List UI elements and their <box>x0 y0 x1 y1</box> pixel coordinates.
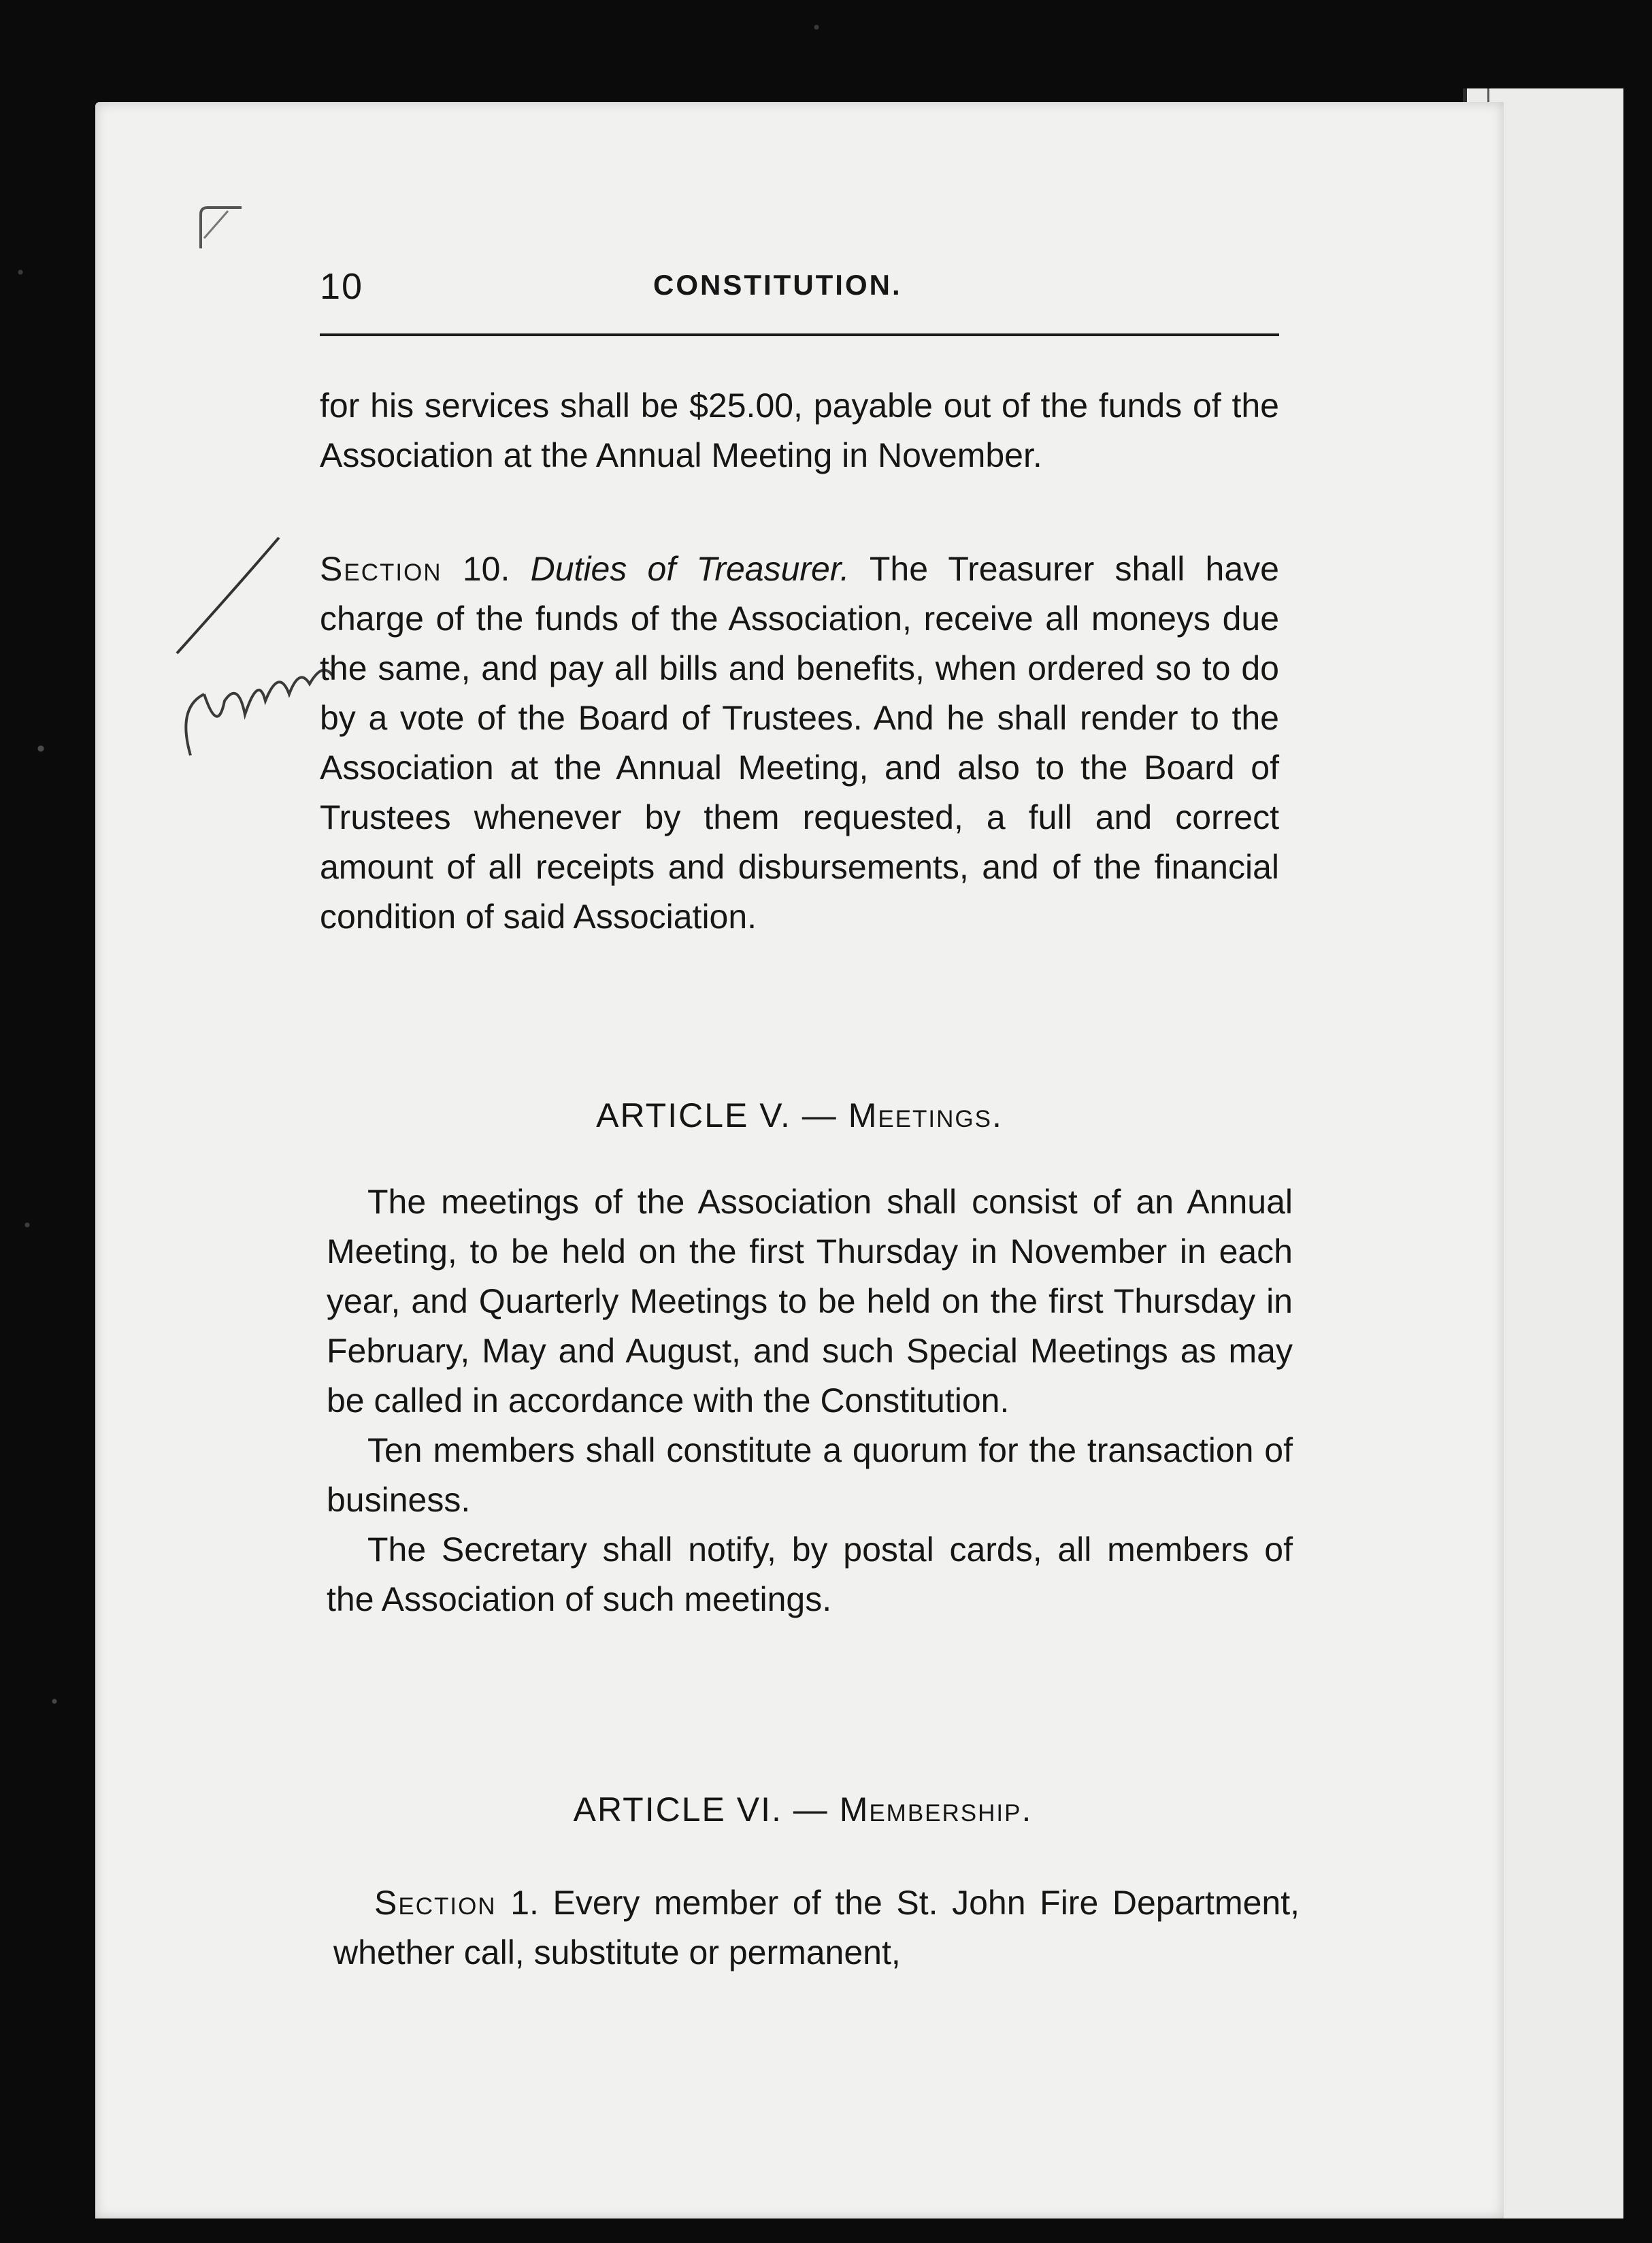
article-6-title: Membership. <box>839 1790 1033 1829</box>
section-10-paragraph <box>320 544 1279 942</box>
article-5-title: Meetings. <box>848 1096 1003 1134</box>
section-title: Duties of Treasurer. <box>530 550 850 588</box>
header-rule <box>320 333 1279 336</box>
text-column <box>320 245 1300 1971</box>
quorum-paragraph: Ten members shall constitute a quorum for the transaction of business. <box>327 1431 1293 1519</box>
section-1-text: Every member of the St. John Fire Department, whether call, substitute or permanent, <box>333 1884 1300 1971</box>
article-6-heading <box>320 1790 1286 1829</box>
continued-paragraph: for his services shall be $25.00, payable out of the funds of the Association at the Annual Meeting in November. <box>320 387 1279 474</box>
page-number: 10 <box>320 266 364 307</box>
page-header <box>320 245 1293 320</box>
article-6-prefix: ARTICLE VI. — <box>573 1790 829 1829</box>
article-5-heading <box>320 1096 1279 1135</box>
notification-paragraph: The Secretary shall notify, by postal cards, all members of the Association of such meetings. <box>327 1530 1293 1618</box>
article-5-body <box>327 1177 1293 1624</box>
article-5-prefix: ARTICLE V. — <box>596 1096 838 1134</box>
folded-corner-icon <box>197 204 245 252</box>
section-1-number: 1. <box>510 1884 539 1922</box>
section-text: The Treasurer shall have charge of the funds of the Association, receive all moneys due the same, and pay all bills and benefits, when ordered so to do by a vote of the Board of Trustees. And he shall render to the Association at the Annual Meeting, and also to the Board of Trustees whenever by them requested, a full and correct amount of all receipts and disbursements, and of the financial condition of said Association. <box>320 550 1279 936</box>
meetings-paragraph: The meetings of the Association shall consist of an Annual Meeting, to be held on the first Thursday in November in each year, and Quarterly Meetings to be held on the first Thursday in February, May and August, and such Special Meetings as may be called in accordance with the Constitution. <box>327 1183 1293 1420</box>
section-1-paragraph <box>333 1878 1300 1978</box>
section-number: 10. <box>462 550 510 588</box>
running-title: CONSTITUTION. <box>653 269 902 301</box>
section-1-label: Section <box>374 1884 497 1922</box>
section-label: Section <box>320 550 442 588</box>
